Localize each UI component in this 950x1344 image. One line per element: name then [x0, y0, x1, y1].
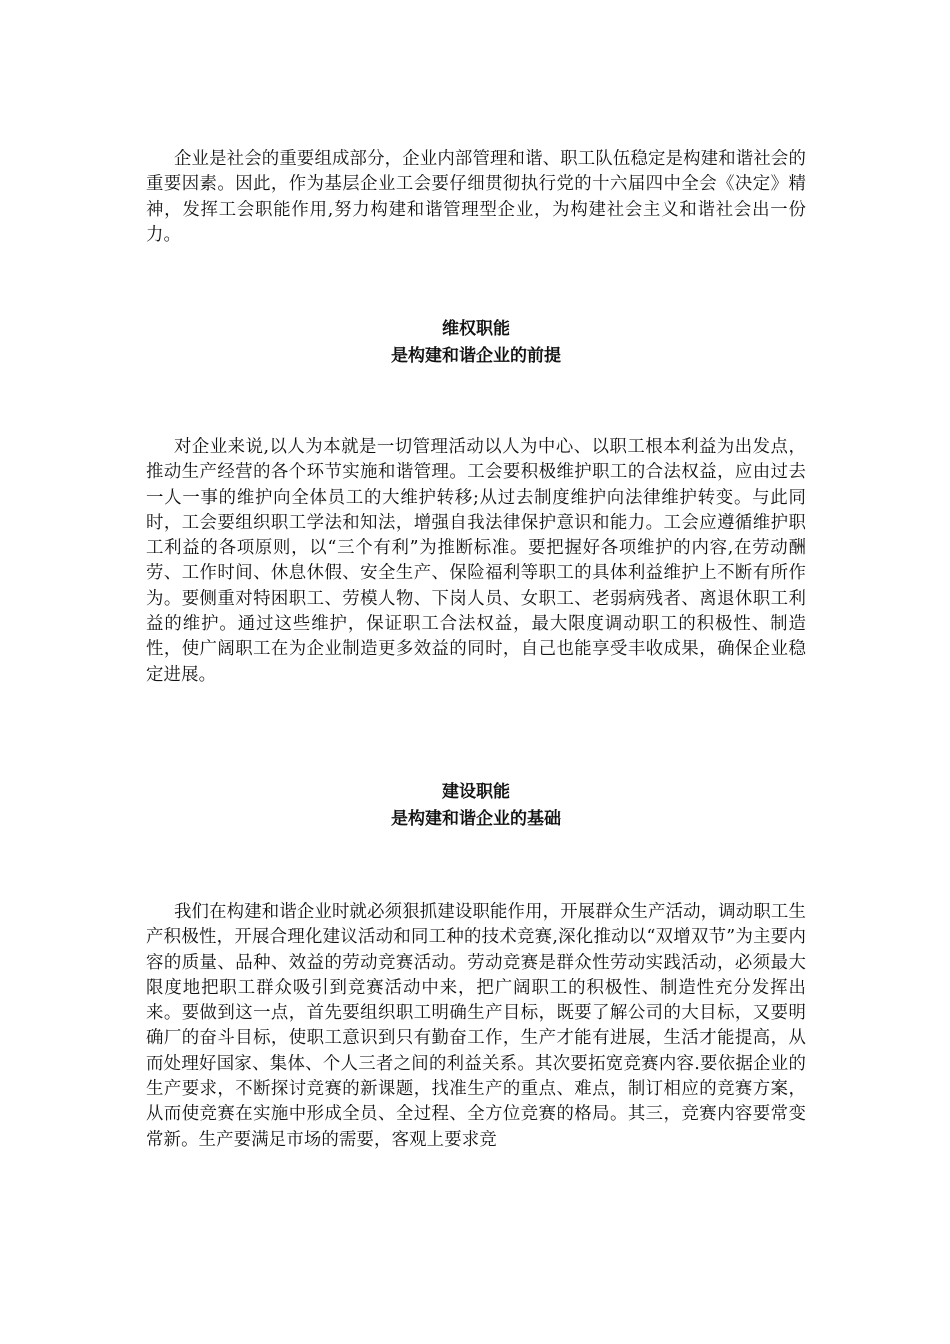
- section-title: 建设职能: [442, 782, 510, 802]
- section-subtitle: 是构建和谐企业的基础: [391, 809, 561, 829]
- section-title: 维权职能: [442, 319, 510, 339]
- intro-paragraph: 企业是社会的重要组成部分，企业内部管理和谐、职工队伍稳定是构建和谐社会的重要因素。因此，作为基层企业工会要仔细贯彻执行党的十六届四中全会《决定》精神，发挥工会职能作用,努力构建和谐管理型企业，为构建社会主义和谐社会出一份力。: [146, 149, 806, 245]
- section-subtitle: 是构建和谐企业的前提: [391, 346, 561, 366]
- section-heading-construction: [146, 779, 806, 833]
- section-heading-rights: [146, 316, 806, 370]
- section-body-rights: 对企业来说,以人为本就是一切管理活动以人为中心、以职工根本利益为出发点，推动生产经营的各个环节实施和谐管理。工会要积极维护职工的合法权益，应由过去一人一事的维护向全体员工的大维护转移;从过去制度维护向法律维护转变。与此同时，工会要组织职工学法和知法，增强自我法律保护意识和能力。工会应遵循维护职工利益的各项原则，以“三个有利”为推断标准。要把握好各项维护的内容,在劳动酬劳、工作时间、休息休假、安全生产、保险福利等职工的具体利益维护上不断有所作为。要侧重对特困职工、劳模人物、下岗人员、女职工、老弱病残者、离退休职工利益的维护。通过这些维护，保证职工合法权益，最大限度调动职工的积极性、制造性，使广阔职工在为企业制造更多效益的同时，自己也能享受丰收成果，确保企业稳定进展。: [146, 437, 806, 685]
- section-body-construction: 我们在构建和谐企业时就必须狠抓建设职能作用，开展群众生产活动，调动职工生产积极性，开展合理化建议活动和同工种的技术竞赛,深化推动以“双增双节”为主要内容的质量、品种、效益的劳动竞赛活动。劳动竞赛是群众性劳动实践活动，必须最大限度地把职工群众吸引到竞赛活动中来，把广阔职工的积极性、制造性充分发挥出来。要做到这一点，首先要组织职工明确生产目标，既要了解公司的大目标，又要明确厂的奋斗目标，使职工意识到只有勤奋工作，生产才能有进展，生活才能提高，从而处理好国家、集体、个人三者之间的利益关系。其次要拓宽竞赛内容.要依据企业的生产要求，不断探讨竞赛的新课题，找准生产的重点、难点，制订相应的竞赛方案，从而使竞赛在实施中形成全员、全过程、全方位竞赛的格局。其三，竞赛内容要常变常新。生产要满足市场的需要，客观上要求竞: [146, 902, 806, 1150]
